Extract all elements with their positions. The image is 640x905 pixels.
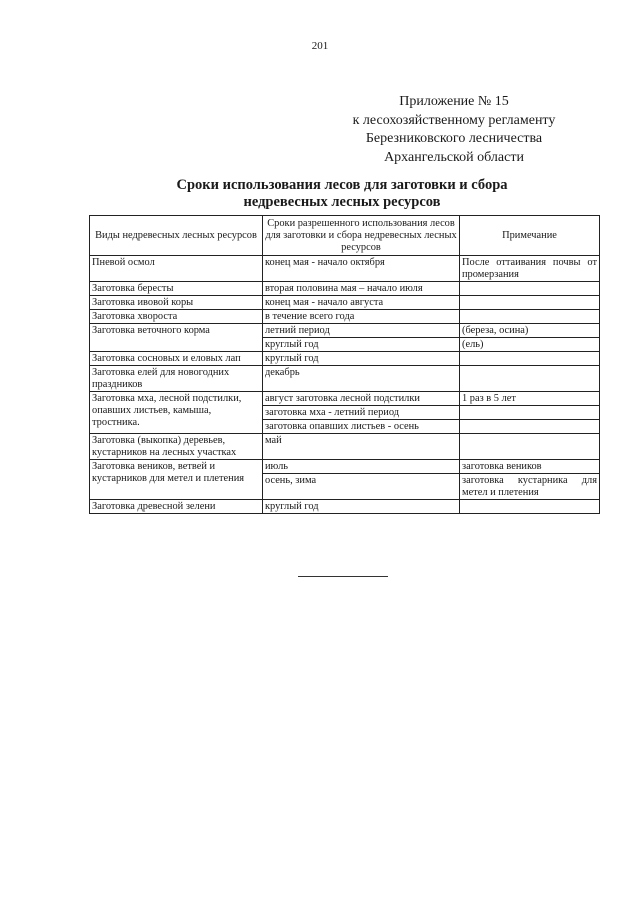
- note-cell: [460, 406, 600, 420]
- resource-type-cell: Заготовка (выкопка) деревьев, кустарников на лесных участках: [90, 434, 263, 460]
- table-row: [90, 256, 600, 282]
- appendix-line-1: Приложение № 15: [399, 94, 509, 109]
- header-periods: Сроки разрешенного использования лесов для заготовки и сбора недревесных лесных ресурсов: [263, 216, 460, 256]
- note-cell: (ель): [460, 338, 600, 352]
- resource-type-cell: Заготовка древесной зелени: [90, 500, 263, 514]
- table-header-row: [90, 216, 600, 256]
- appendix-line-3: Березниковского лесничества: [365, 131, 543, 146]
- period-cell: круглый год: [263, 500, 460, 514]
- table-row: [90, 366, 600, 392]
- end-divider-line: [298, 576, 388, 577]
- note-cell: (береза, осина): [460, 324, 600, 338]
- document-title: [90, 177, 594, 211]
- period-cell: летний период: [263, 324, 460, 338]
- resource-type-cell: Заготовка веников, ветвей и кустарников для метел и плетения: [90, 460, 263, 500]
- period-cell: осень, зима: [263, 474, 460, 500]
- note-cell: заготовка кустарника для метел и плетения: [460, 474, 600, 500]
- resource-type-cell: Заготовка ивовой коры: [90, 296, 263, 310]
- resources-table: [89, 215, 600, 514]
- table-row: [90, 500, 600, 514]
- note-cell: [460, 420, 600, 434]
- table-row: [90, 460, 600, 474]
- period-cell: вторая половина мая – начало июля: [263, 282, 460, 296]
- period-cell: декабрь: [263, 366, 460, 392]
- note-cell: 1 раз в 5 лет: [460, 392, 600, 406]
- header-resource-types: Виды недревесных лесных ресурсов: [90, 216, 263, 256]
- period-cell: круглый год: [263, 352, 460, 366]
- appendix-header: [324, 93, 584, 167]
- header-note: Примечание: [460, 216, 600, 256]
- period-cell: заготовка опавших листьев - осень: [263, 420, 460, 434]
- note-cell: [460, 366, 600, 392]
- table-row: [90, 310, 600, 324]
- resource-type-cell: Заготовка мха, лесной подстилки, опавших листьев, камыша, тростника.: [90, 392, 263, 434]
- title-line-2: недревесных лесных ресурсов: [243, 194, 441, 210]
- resource-type-cell: Заготовка веточного корма: [90, 324, 263, 352]
- resource-type-cell: Заготовка елей для новогодних праздников: [90, 366, 263, 392]
- period-cell: заготовка мха - летний период: [263, 406, 460, 420]
- note-cell: [460, 310, 600, 324]
- note-cell: [460, 434, 600, 460]
- appendix-line-4: Архангельской области: [384, 149, 524, 165]
- appendix-line-2: к лесохозяйственному регламенту: [352, 112, 556, 128]
- page-number: 201: [311, 40, 329, 52]
- resource-type-cell: Заготовка хвороста: [90, 310, 263, 324]
- resource-type-cell: Пневой осмол: [90, 256, 263, 282]
- table-row: [90, 434, 600, 460]
- period-cell: август заготовка лесной подстилки: [263, 392, 460, 406]
- table-row: [90, 352, 600, 366]
- note-cell: [460, 282, 600, 296]
- table-row: [90, 392, 600, 406]
- note-cell: [460, 296, 600, 310]
- note-cell: заготовка веников: [460, 460, 600, 474]
- period-cell: июль: [263, 460, 460, 474]
- note-cell: [460, 500, 600, 514]
- table-row: [90, 282, 600, 296]
- note-cell: [460, 352, 600, 366]
- period-cell: май: [263, 434, 460, 460]
- table-row: [90, 324, 600, 338]
- table-row: [90, 296, 600, 310]
- note-cell: После оттаивания почвы от промерзания: [460, 256, 600, 282]
- resource-type-cell: Заготовка бересты: [90, 282, 263, 296]
- title-line-1: Сроки использования лесов для заготовки и сбора: [176, 177, 508, 193]
- period-cell: в течение всего года: [263, 310, 460, 324]
- period-cell: конец мая - начало августа: [263, 296, 460, 310]
- period-cell: круглый год: [263, 338, 460, 352]
- resource-type-cell: Заготовка сосновых и еловых лап: [90, 352, 263, 366]
- period-cell: конец мая - начало октября: [263, 256, 460, 282]
